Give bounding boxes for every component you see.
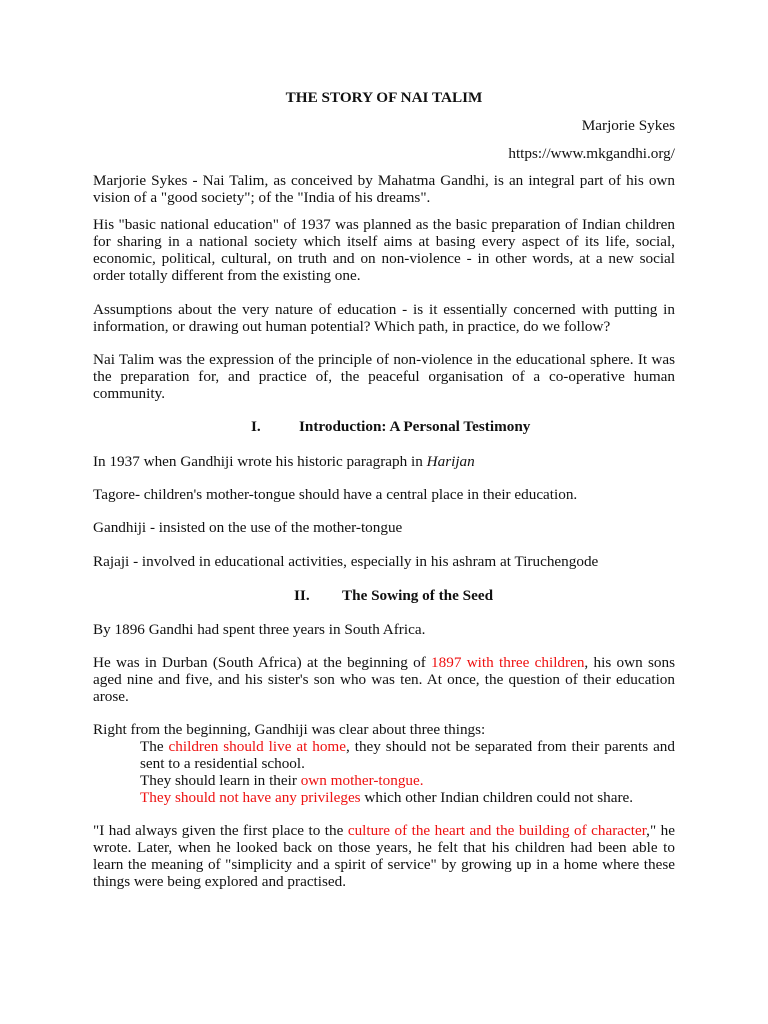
three-things-list [140,738,675,806]
highlighted-text: They should not have any privileges [140,789,361,806]
list-item-text: which other Indian children could not share. [360,789,634,806]
list-item [140,738,675,772]
source-url[interactable]: https://www.mkgandhi.org/ [508,145,675,162]
paragraph-text: "I had always given the first place to the [93,822,348,839]
paragraph-intro: Marjorie Sykes - Nai Talim, as conceived by Mahatma Gandhi, is an integral part of his own vision of a "good society"; of the "India of his dreams". [93,172,675,206]
paragraph-quote [93,822,675,890]
paragraph-rajaji: Rajaji - involved in educational activities, especially in his ashram at Tiruchengode [93,553,599,570]
paragraph-harijan [93,453,675,470]
paragraph-three-things: Right from the beginning, Gandhiji was clear about three things: [93,721,486,738]
paragraph-tagore: Tagore- children's mother-tongue should have a central place in their education. [93,486,578,503]
section-title: The Sowing of the Seed [342,587,494,604]
highlighted-text: culture of the heart and the building of character [347,822,647,839]
highlighted-text: 1897 with three children [431,654,585,671]
harijan-title: Harijan [426,453,475,470]
list-item-text: , they should not be separated from their parents and sent to a residential school. [140,738,675,772]
paragraph-basic-education: His "basic national education" of 1937 was planned as the basic preparation of Indian children for sharing in a national society which itself aims at basing every aspect of its life, social, economic, political, cultural, on truth and on non-violence - in other words, at a new social order totally different from the existing one. [93,216,675,284]
paragraph-gandhiji: Gandhiji - insisted on the use of the mother-tongue [93,519,403,536]
list-item [140,789,675,806]
section-heading-1 [93,418,675,435]
paragraph-text: In 1937 when Gandhiji wrote his historic paragraph in [93,453,427,470]
section-number: I. [251,418,261,435]
paragraph-non-violence: Nai Talim was the expression of the principle of non-violence in the educational sphere. It was the preparation for, and practice of, the peaceful organisation of a co-operative human community. [93,351,675,402]
section-title: Introduction: A Personal Testimony [299,418,531,435]
paragraph-text: He was in Durban (South Africa) at the beginning of [93,654,432,671]
author-name: Marjorie Sykes [581,117,675,134]
paragraph-text: , his own sons aged nine and five, and his sister's son who was ten. At once, the question of their education arose. [93,654,675,705]
paragraph-assumptions: Assumptions about the very nature of education - is it essentially concerned with putting in information, or drawing out human potential? Which path, in practice, do we follow? [93,301,675,335]
list-item-text: The [140,738,169,755]
list-item [140,772,675,789]
highlighted-text: own mother-tongue. [300,772,424,789]
paragraph-text: ," he wrote. Later, when he looked back on those years, he felt that his children had been able to learn the meaning of "simplicity and a spirit of service" by growing up in a home where these things were being explored and practised. [93,822,675,890]
list-item-text: They should learn in their [140,772,301,789]
section-number: II. [294,587,310,604]
section-heading-2 [93,587,675,604]
paragraph-south-africa: By 1896 Gandhi had spent three years in South Africa. [93,621,426,638]
page-title: THE STORY OF NAI TALIM [285,89,483,106]
paragraph-durban [93,654,675,705]
highlighted-text: children should live at home [168,738,346,755]
